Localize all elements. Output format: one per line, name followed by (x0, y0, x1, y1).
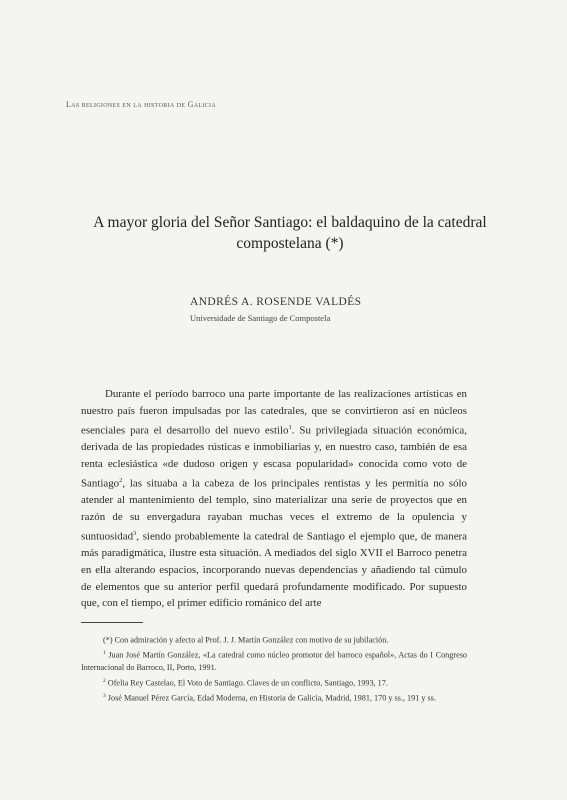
footnote-ref: 3 (133, 529, 137, 537)
author-name: ANDRÉS A. ROSENDE VALDÉS (190, 296, 362, 308)
body-text-part: , las situaba a la cabeza de los principales rentistas y les permitía no sólo atender al mantenimiento del templo, sino materializar una serie de proyectos que en razón de su envergadura rayaban muchas veces el extremo de la opulencia y suntuosidad (81, 477, 467, 543)
body-paragraph (81, 386, 467, 612)
running-head: Las religiones en la historia de Galicia (66, 100, 216, 109)
footnote (81, 647, 467, 675)
body-text-part: Durante el período barroco una parte importante de las realizaciones artísticas en nuestro país fueron impulsadas por las catedrales, que se convirtieron así en núcleos esenciales para el desarrollo del nuevo estilo (81, 388, 467, 437)
footnote-text: José Manuel Pérez García, Edad Moderna, en Historia de Galicia, Madrid, 1981, 170 y ss., 191 y ss. (105, 693, 436, 703)
footnote-text: (*) Con admiración y afecto al Prof. J. J. Martín González con motivo de su jubilación. (103, 635, 389, 645)
footnote-mark: 2 (103, 677, 106, 684)
footnote (81, 632, 467, 647)
footnote-mark: 1 (103, 650, 106, 657)
footnotes (81, 632, 467, 705)
footnote-text: Juan José Martín González, «La catedral como núcleo promotor del barroco español», Actas do I Congreso Internacional do Barroco, II, Porto, 1991. (81, 650, 467, 673)
footnote (81, 690, 467, 705)
body-text-part: . Su privilegiada situación económica, derivada de las propiedades rústicas e inmobiliarias y, en nuestro caso, también de esa renta eclesiástica «de dudoso origen y escasa popularidad» conocida como voto de Santiago (81, 424, 467, 490)
footnote-divider (81, 622, 143, 623)
article-title: A mayor gloria del Señor Santiago: el baldaquino de la catedral compostelana (*) (93, 214, 487, 252)
footnote-mark: 3 (103, 693, 106, 700)
footnote-text: Ofelia Rey Castelao, El Voto de Santiago. Claves de un conflicto, Santiago, 1993, 17. (105, 678, 388, 688)
author-affiliation: Universidade de Santiago de Compostela (190, 313, 331, 323)
footnote (81, 675, 467, 690)
footnote-ref: 1 (288, 423, 292, 431)
body-text-part: , siendo probablemente la catedral de Santiago el ejemplo que, de manera más paradigmática, ilustre esta situación. A mediados del siglo XVII el Barroco penetra en ella alterando espacios, incorporando nuevas dependencias y añadiendo tal cúmulo de elementos que su anterior perfil quedará profundamente modificado. Por supuesto que, con el tiempo, el primer edificio románico del arte (81, 530, 467, 610)
footnote-ref: 2 (119, 476, 123, 484)
